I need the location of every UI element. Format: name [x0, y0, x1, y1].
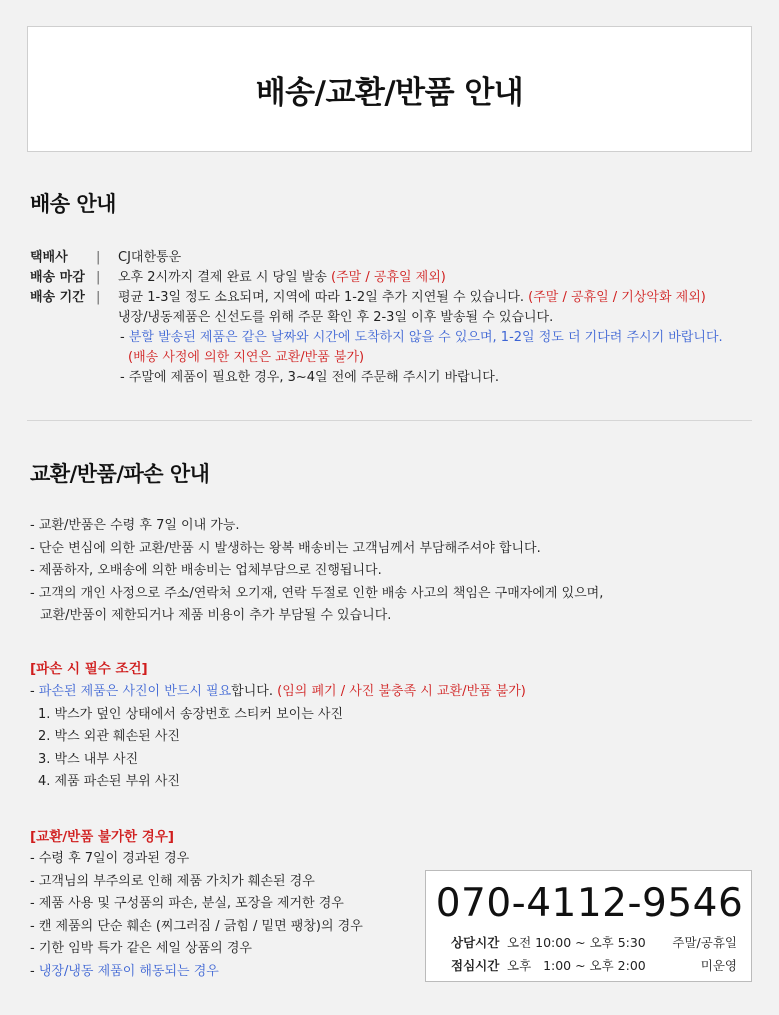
consult-hours-label: 상담시간	[451, 935, 500, 950]
damage-lead-text: 합니다.	[231, 684, 278, 699]
phone-number[interactable]: 070-4112-9546	[435, 881, 744, 926]
consult-hours-value: 오전 10:00 ~ 오후 5:30	[507, 935, 646, 950]
bullet: -	[30, 963, 39, 979]
list-item: - 교환/반품은 수령 후 7일 이내 가능.	[30, 518, 240, 533]
cutoff-value: 오후 2시까지 결제 완료 시 당일 발송	[118, 270, 332, 285]
courier-value: CJ대한통운	[118, 250, 182, 265]
list-item: - 제품 사용 및 구성품의 파손, 분실, 포장을 제거한 경우	[30, 896, 344, 911]
lunch-hours-value: 오후 1:00 ~ 오후 2:00	[507, 958, 646, 973]
damage-list	[30, 681, 526, 794]
separator: |	[96, 290, 101, 305]
exchange-list	[30, 515, 603, 628]
cutoff-row	[30, 268, 723, 288]
lunch-hours-label: 점심시간	[451, 958, 500, 973]
unavailable-title: [교환/반품 불가한 경우]	[30, 829, 175, 845]
courier-row	[30, 248, 723, 268]
contact-box	[425, 870, 752, 982]
bullet: -	[30, 684, 39, 699]
list-item: - 기한 임박 특가 같은 세일 상품의 경우	[30, 941, 252, 956]
list-item: - 캔 제품의 단순 훼손 (찌그러짐 / 긁힘 / 밑면 팽창)의 경우	[30, 918, 363, 934]
section-divider	[27, 420, 752, 421]
list-item: 1. 박스가 덮인 상태에서 송장번호 스티커 보이는 사진	[38, 706, 344, 722]
separator: |	[96, 250, 101, 265]
period-note: (주말 / 공휴일 / 기상악화 제외)	[528, 290, 706, 305]
damage-lead-highlight: 파손된 제품은 사진이 반드시 필요	[38, 684, 232, 699]
shipping-info	[30, 248, 723, 388]
list-item: - 제품하자, 오배송에 의한 배송비는 업체부담으로 진행됩니다.	[30, 563, 382, 578]
list-item: 2. 박스 외관 훼손된 사진	[38, 729, 180, 744]
list-item-continued: 교환/반품이 제한되거나 제품 비용이 추가 부담될 수 있습니다.	[40, 608, 392, 623]
exchange-section-title: 교환/반품/파손 안내	[30, 462, 210, 486]
lunch-hours-row	[451, 956, 737, 974]
list-item: - 단순 변심에 의한 교환/반품 시 발생하는 왕복 배송비는 고객님께서 부담해주셔야 합니다.	[30, 540, 541, 556]
bullet: -	[120, 330, 129, 345]
lunch-hours-note: 미운영	[700, 958, 737, 973]
consult-hours-row	[451, 933, 737, 951]
consult-hours-note: 주말/공휴일	[672, 935, 737, 950]
separator: |	[96, 270, 101, 285]
list-item: 3. 박스 내부 사진	[38, 751, 139, 767]
period-line-5: - 주말에 제품이 필요한 경우, 3~4일 전에 주문해 주시기 바랍니다.	[120, 370, 499, 385]
courier-label: 택배사	[30, 250, 68, 265]
period-label: 배송 기간	[30, 290, 85, 305]
shipping-section-title: 배송 안내	[30, 192, 116, 216]
period-line-4: (배송 사정에 의한 지연은 교환/반품 불가)	[128, 350, 365, 365]
damage-lead-note: (임의 폐기 / 사진 불충족 시 교환/반품 불가)	[277, 684, 526, 699]
page-title: 배송/교환/반품 안내	[255, 74, 524, 111]
unavailable-list	[30, 848, 363, 983]
list-item: - 고객의 개인 사정으로 주소/연락처 오기재, 연락 두절로 인한 배송 사고의 책임은 구매자에게 있으며,	[30, 585, 604, 601]
list-item	[30, 961, 363, 984]
period-line-3: 분할 발송된 제품은 같은 날짜와 시간에 도착하지 않을 수 있으며, 1-2일 정도 더 기다려 주시기 바랍니다.	[128, 330, 723, 345]
list-item-highlight: 냉장/냉동 제품이 해동되는 경우	[38, 963, 219, 979]
period-line-2: 냉장/냉동제품은 신선도를 위해 주문 확인 후 2-3일 이후 발송될 수 있습니다.	[118, 310, 554, 325]
list-item: - 수령 후 7일이 경과된 경우	[30, 851, 190, 866]
damage-conditions-title: [파손 시 필수 조건]	[30, 661, 148, 677]
cutoff-label: 배송 마감	[30, 270, 85, 285]
period-value: 평균 1-3일 정도 소요되며, 지역에 따라 1-2일 추가 지연될 수 있습니다.	[118, 290, 529, 305]
cutoff-note: (주말 / 공휴일 제외)	[331, 270, 446, 285]
period-row	[30, 288, 723, 308]
title-box	[27, 26, 752, 152]
list-item: 4. 제품 파손된 부위 사진	[38, 774, 180, 789]
damage-lead	[30, 681, 526, 704]
list-item: - 고객님의 부주의로 인해 제품 가치가 훼손된 경우	[30, 873, 315, 889]
